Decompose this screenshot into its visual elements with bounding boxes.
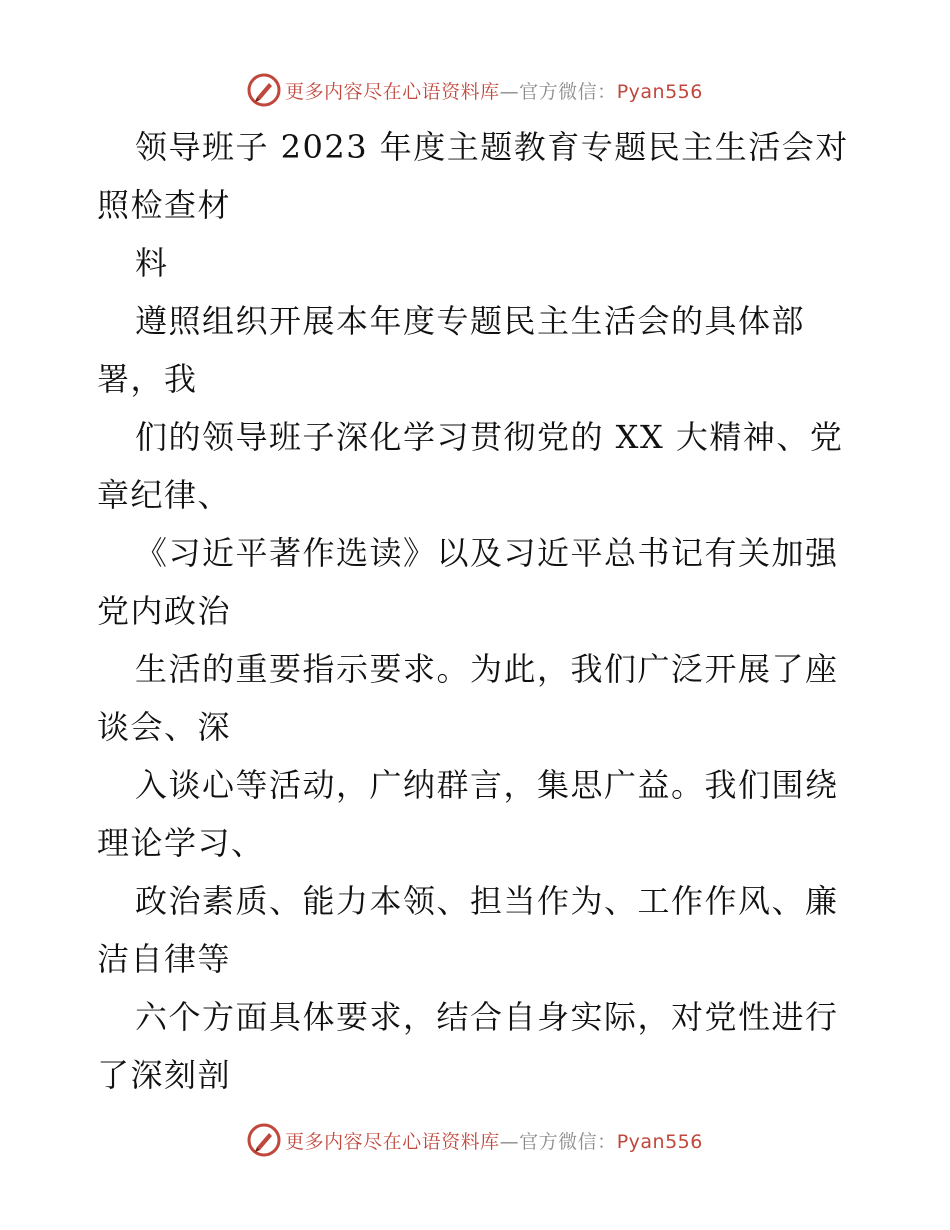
pen-logo-icon bbox=[247, 73, 281, 107]
watermark-official-label: 官方微信： bbox=[519, 1130, 617, 1153]
doc-line: 们的领导班子深化学习贯彻党的 XX 大精神、党 bbox=[135, 418, 844, 456]
doc-line: 洁自律等 bbox=[97, 940, 232, 978]
watermark-text bbox=[285, 77, 703, 104]
watermark-group bbox=[247, 1123, 703, 1157]
doc-line: 生活的重要指示要求。为此，我们广泛开展了座 bbox=[135, 650, 839, 688]
doc-line: 政治素质、能力本领、担当作为、工作作风、廉 bbox=[135, 882, 839, 920]
watermark-wechat-id: Pyan556 bbox=[616, 1130, 703, 1153]
doc-line: 章纪律、 bbox=[97, 476, 232, 514]
doc-line: 入谈心等活动，广纳群言，集思广益。我们围绕 bbox=[135, 766, 839, 804]
document-body bbox=[97, 118, 857, 1104]
doc-line: 理论学习、 bbox=[97, 824, 265, 862]
watermark-dash: — bbox=[499, 80, 520, 103]
watermark-banner-bottom bbox=[0, 1120, 950, 1160]
watermark-banner-top bbox=[0, 70, 950, 110]
doc-line: 六个方面具体要求，结合自身实际，对党性进行 bbox=[135, 998, 839, 1036]
doc-line: 党内政治 bbox=[97, 592, 232, 630]
watermark-site: 更多内容尽在心语资料库 bbox=[285, 80, 500, 103]
doc-line: 谈会、深 bbox=[97, 708, 232, 746]
doc-line: 了深刻剖 bbox=[97, 1056, 232, 1094]
doc-line: 照检查材 bbox=[97, 186, 232, 224]
doc-line: 遵照组织开展本年度专题民主生活会的具体部 bbox=[135, 302, 806, 340]
doc-line: 署，我 bbox=[97, 360, 198, 398]
watermark-official-label: 官方微信： bbox=[519, 80, 617, 103]
doc-line: 料 bbox=[135, 244, 169, 282]
watermark-site: 更多内容尽在心语资料库 bbox=[285, 1130, 500, 1153]
watermark-text bbox=[285, 1127, 703, 1154]
doc-line: 《习近平著作选读》以及习近平总书记有关加强 bbox=[135, 534, 839, 572]
watermark-dash: — bbox=[499, 1130, 520, 1153]
watermark-wechat-id: Pyan556 bbox=[616, 80, 703, 103]
doc-line: 领导班子 2023 年度主题教育专题民主生活会对 bbox=[135, 128, 849, 166]
pen-logo-icon bbox=[247, 1123, 281, 1157]
watermark-group bbox=[247, 73, 703, 107]
